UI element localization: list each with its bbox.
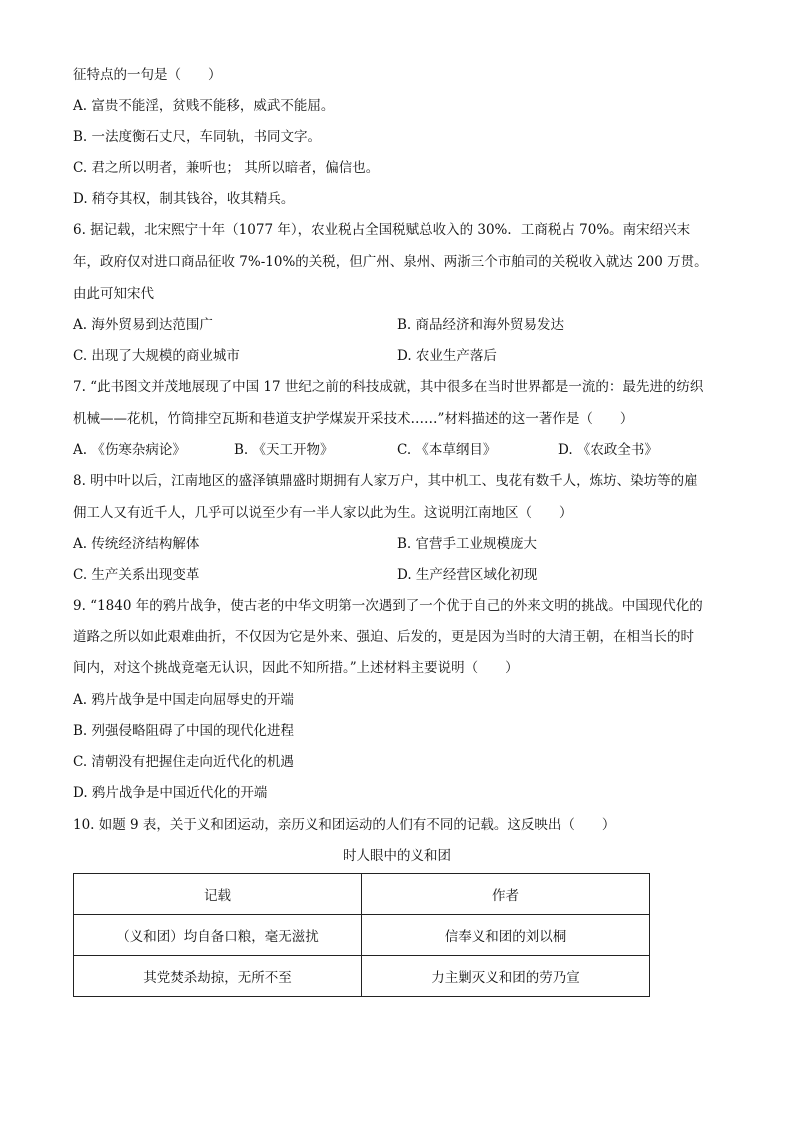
q7-stem-line-1: 7. “此书图文并茂地展现了中国 17 世纪之前的科技成就，其中很多在当时世界都是一流的：最先进的纺织 [73, 379, 704, 395]
q6-stem-line-3: 由此可知宋代 [73, 286, 154, 302]
table-caption: 时人眼中的义和团 [343, 848, 451, 864]
q8-option-a: A. 传统经济结构解体 [73, 536, 200, 552]
record-table [73, 873, 650, 997]
q9-stem-line-3: 间内，对这个挑战竟毫无认识，因此不知所措。”上述材料主要说明（ ） [73, 660, 519, 676]
table-cell-record: 其党焚杀劫掠，无所不至 [74, 956, 362, 997]
q5-option-d: D. 稍夺其权，制其钱谷，收其精兵。 [73, 191, 295, 207]
table-header-author: 作者 [362, 874, 650, 915]
q8-stem-line-2: 佣工人又有近千人，几乎可以说至少有一半人家以此为生。这说明江南地区（ ） [73, 505, 573, 521]
q9-option-c: C. 清朝没有把握住走向近代化的机遇 [73, 754, 294, 770]
q9-stem-line-2: 道路之所以如此艰难曲折，不仅因为它是外来、强迫、后发的，更是因为当时的大清王朝，在相当长的时 [73, 629, 694, 645]
q7-option-d: D. 《农政全书》 [558, 442, 658, 458]
q8-option-c: C. 生产关系出现变革 [73, 567, 200, 583]
q10-stem: 10. 如题 9 表，关于义和团运动，亲历义和团运动的人们有不同的记载。这反映出（ ） [73, 817, 616, 833]
table-row [74, 915, 650, 956]
q6-option-c: C. 出现了大规模的商业城市 [73, 348, 240, 364]
q9-option-d: D. 鸦片战争是中国近代化的开端 [73, 785, 268, 801]
q5-option-b: B. 一法度衡石丈尺，车同轨，书同文字。 [73, 129, 322, 145]
table-cell-author: 信奉义和团的刘以桐 [362, 915, 650, 956]
q7-stem-line-2: 机械——花机，竹筒排空瓦斯和巷道支护学煤炭开采技术……”材料描述的这一著作是（ ） [73, 411, 634, 427]
q5-stem-end: 征特点的一句是（ ） [73, 67, 222, 83]
q8-option-d: D. 生产经营区域化初现 [397, 567, 538, 583]
q9-stem-line-1: 9. “1840 年的鸦片战争，使古老的中华文明第一次遇到了一个优于自己的外来文明的挑战。中国现代化的 [73, 598, 703, 614]
q9-option-b: B. 列强侵略阻碍了中国的现代化进程 [73, 723, 295, 739]
q6-stem-line-2: 年，政府仅对进口商品征收 7%-10%的关税，但广州、泉州、两浙三个市舶司的关税收入就达 200 万贯。 [73, 254, 708, 270]
q5-option-a: A. 富贵不能淫，贫贱不能移，威武不能屈。 [73, 98, 335, 114]
q8-option-b: B. 官营手工业规模庞大 [397, 536, 538, 552]
q9-option-a: A. 鸦片战争是中国走向屈辱史的开端 [73, 692, 294, 708]
q7-option-a: A. 《伤寒杂病论》 [73, 442, 186, 458]
q5-option-c: C. 君之所以明者，兼听也； 其所以暗者，偏信也。 [73, 160, 380, 176]
q6-option-b: B. 商品经济和海外贸易发达 [397, 317, 565, 333]
q6-option-d: D. 农业生产落后 [397, 348, 497, 364]
table-row [74, 956, 650, 997]
table-cell-record: （义和团）均自备口粮，毫无滋扰 [74, 915, 362, 956]
q8-stem-line-1: 8. 明中叶以后，江南地区的盛泽镇鼎盛时期拥有人家万户，其中机工、曳花有数千人，炼坊、染坊等的雇 [73, 473, 698, 489]
q6-option-a: A. 海外贸易到达范围广 [73, 317, 213, 333]
q7-option-b: B. 《天工开物》 [234, 442, 334, 458]
q6-stem-line-1: 6. 据记载，北宋熙宁十年（1077 年），农业税占全国税赋总收入的 30%．工商税占 70%。南宋绍兴末 [73, 222, 691, 238]
table-header-record: 记载 [74, 874, 362, 915]
table-cell-author: 力主剿灭义和团的劳乃宣 [362, 956, 650, 997]
table-header-row [74, 874, 650, 915]
q7-option-c: C. 《本草纲目》 [397, 442, 497, 458]
